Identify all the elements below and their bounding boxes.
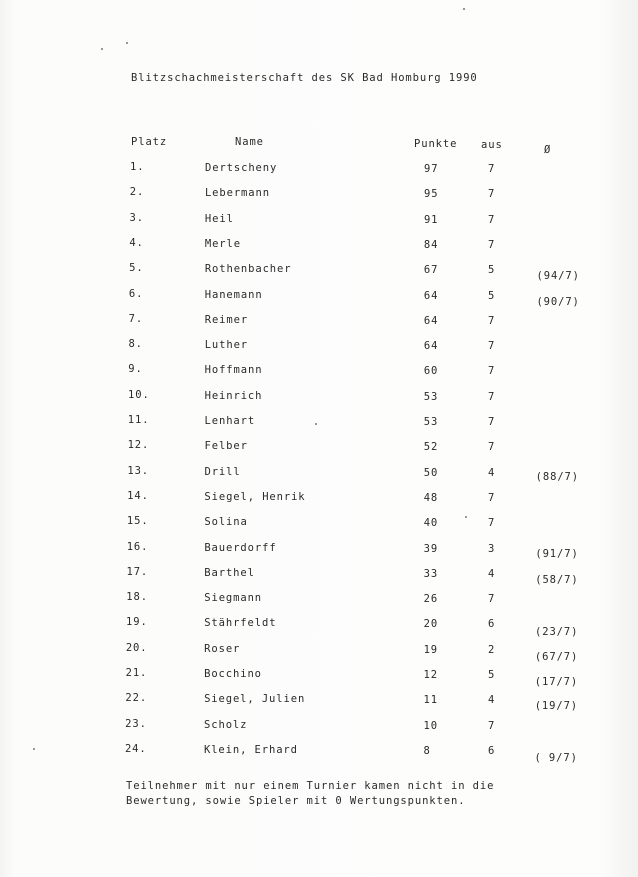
ranking-place: 15. <box>126 515 149 528</box>
ranking-average: (58/7) <box>535 574 579 586</box>
ranking-games: 7 <box>488 238 496 251</box>
ranking-games: 4 <box>488 567 496 580</box>
ranking-place: 9. <box>128 363 143 376</box>
ranking-games: 7 <box>488 593 496 606</box>
ranking-name: Merle <box>204 237 241 250</box>
ranking-average: ( 9/7) <box>534 752 578 764</box>
ranking-name: Hanemann <box>204 288 263 301</box>
ranking-games: 7 <box>488 441 496 454</box>
ranking-games: 7 <box>488 416 496 428</box>
ranking-games: 4 <box>488 694 496 707</box>
header-points: Punkte <box>414 138 458 150</box>
ranking-place: 20. <box>125 641 148 654</box>
ranking-points: 33 <box>423 567 439 580</box>
ranking-games: 7 <box>488 163 496 175</box>
header-name: Name <box>235 136 264 148</box>
ranking-average: (19/7) <box>534 700 579 712</box>
ranking-average: (88/7) <box>535 471 580 483</box>
ranking-place: 2. <box>129 186 145 199</box>
ranking-name: Scholz <box>204 718 248 731</box>
footnote-line-1: Teilnehmer mit nur einem Turnier kamen nicht in die <box>126 780 495 792</box>
ranking-points: 40 <box>423 517 439 530</box>
ranking-name: Luther <box>204 339 249 352</box>
ranking-points: 53 <box>423 416 439 428</box>
ranking-place: 21. <box>125 667 148 679</box>
ranking-place: 23. <box>125 717 147 730</box>
ranking-games: 5 <box>488 289 496 302</box>
ranking-points: 26 <box>423 593 439 606</box>
ranking-games: 7 <box>488 188 496 201</box>
ranking-name: Klein, Erhard <box>203 743 298 756</box>
ranking-points: 91 <box>423 213 439 226</box>
ranking-games: 3 <box>488 542 496 555</box>
ranking-name: Siegmann <box>204 592 263 605</box>
ranking-points: 60 <box>423 365 439 378</box>
ranking-name: Solina <box>204 516 248 529</box>
ranking-place: 14. <box>127 489 149 502</box>
ranking-place: 6. <box>128 287 144 300</box>
ranking-place: 4. <box>129 236 144 249</box>
ranking-games: 7 <box>488 213 496 226</box>
ranking-place: 5. <box>129 262 144 275</box>
ranking-points: 64 <box>423 289 439 302</box>
ranking-games: 7 <box>488 517 496 530</box>
ranking-place: 18. <box>126 591 148 604</box>
ranking-games: 5 <box>488 669 496 681</box>
ranking-place: 16. <box>126 540 149 553</box>
header-average: Ø <box>544 144 552 156</box>
ranking-place: 13. <box>127 464 150 477</box>
ranking-points: 10 <box>423 719 438 732</box>
ranking-games: 4 <box>488 466 496 479</box>
ranking-name: Bauerdorff <box>204 541 277 554</box>
ranking-average: (67/7) <box>534 651 579 663</box>
ranking-games: 7 <box>488 314 496 327</box>
ranking-games: 6 <box>488 618 496 631</box>
ranking-place: 1. <box>130 161 145 173</box>
ranking-name: Dertscheny <box>205 162 278 174</box>
header-of: aus <box>481 139 503 151</box>
ranking-points: 97 <box>424 163 439 175</box>
ranking-games: 7 <box>488 340 496 353</box>
ranking-average: (17/7) <box>534 676 579 688</box>
ranking-name: Lenhart <box>204 415 256 427</box>
paper-speck <box>33 748 35 750</box>
paper-speck <box>101 48 103 50</box>
ranking-name: Heinrich <box>204 389 263 402</box>
ranking-average: (23/7) <box>535 626 579 638</box>
ranking-points: 19 <box>423 643 439 656</box>
ranking-place: 17. <box>126 565 149 578</box>
ranking-points: 50 <box>423 466 439 479</box>
ranking-name: Hoffmann <box>204 364 263 377</box>
paper-speck <box>463 8 465 10</box>
ranking-games: 2 <box>488 643 496 656</box>
ranking-name: Felber <box>204 440 248 453</box>
ranking-name: Barthel <box>204 566 255 579</box>
ranking-average: (94/7) <box>536 270 580 282</box>
ranking-name: Stährfeldt <box>204 617 277 630</box>
ranking-place: 11. <box>127 414 150 426</box>
ranking-name: Bocchino <box>204 668 262 680</box>
paper-speck <box>315 423 317 425</box>
header-place: Platz <box>131 136 168 148</box>
ranking-games: 6 <box>488 744 496 757</box>
ranking-games: 7 <box>488 491 496 504</box>
paper-speck <box>465 516 467 518</box>
ranking-name: Reimer <box>204 313 249 326</box>
ranking-points: 95 <box>423 188 439 201</box>
ranking-place: 7. <box>128 312 144 325</box>
ranking-points: 53 <box>423 390 439 403</box>
ranking-points: 48 <box>423 491 439 504</box>
ranking-place: 10. <box>128 388 150 401</box>
ranking-points: 12 <box>423 669 438 681</box>
ranking-games: 5 <box>488 264 496 277</box>
ranking-place: 12. <box>127 439 150 452</box>
ranking-points: 64 <box>423 314 439 327</box>
ranking-points: 39 <box>423 542 439 555</box>
ranking-games: 7 <box>488 719 496 732</box>
ranking-points: 64 <box>423 340 439 353</box>
footnote-line-2: Bewertung, sowie Spieler mit 0 Wertungspunkten. <box>126 795 466 807</box>
ranking-average: (91/7) <box>535 548 579 560</box>
ranking-name: Roser <box>204 642 241 655</box>
ranking-name: Siegel, Julien <box>204 693 306 706</box>
ranking-place: 8. <box>128 338 143 351</box>
ranking-name: Lebermann <box>204 187 270 200</box>
ranking-points: 52 <box>423 441 439 454</box>
ranking-name: Siegel, Henrik <box>204 490 306 503</box>
document-title: Blitzschachmeisterschaft des SK Bad Homburg 1990 <box>131 72 478 84</box>
ranking-name: Drill <box>204 465 241 478</box>
ranking-name: Heil <box>204 212 234 225</box>
ranking-place: 19. <box>126 616 148 629</box>
ranking-games: 7 <box>488 365 496 378</box>
ranking-games: 7 <box>488 390 496 403</box>
ranking-points: 67 <box>423 264 439 277</box>
ranking-average: (90/7) <box>536 296 580 308</box>
ranking-name: Rothenbacher <box>204 263 292 276</box>
ranking-place: 22. <box>125 692 148 705</box>
ranking-points: 11 <box>423 694 438 707</box>
ranking-points: 8 <box>423 744 431 757</box>
ranking-points: 84 <box>423 238 439 251</box>
ranking-points: 20 <box>423 618 439 631</box>
ranking-place: 3. <box>129 211 144 224</box>
paper-speck <box>126 42 128 44</box>
ranking-place: 24. <box>124 742 147 755</box>
